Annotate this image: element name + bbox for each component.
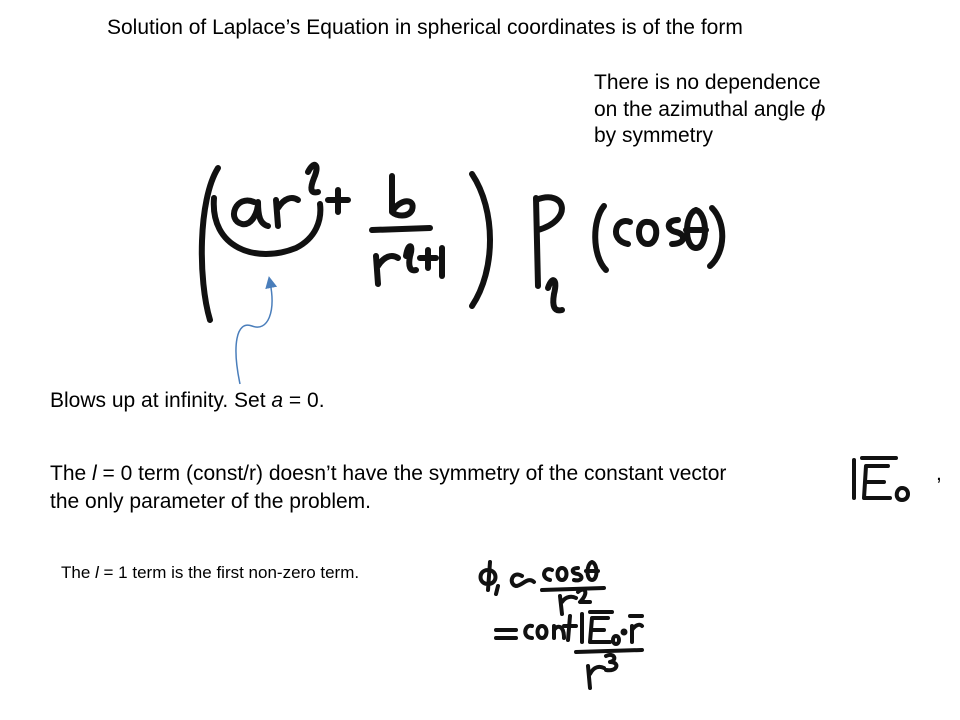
l0-pre: The <box>50 462 93 485</box>
blows-pre: Blows up at infinity. Set <box>50 389 272 412</box>
l1-var: l <box>95 563 99 582</box>
l0-comma: , <box>936 462 942 485</box>
blows-post: = 0. <box>283 389 325 412</box>
l0-statement-line1 <box>50 462 726 486</box>
l0-var: l <box>92 462 97 485</box>
handwritten-e0-vector <box>848 454 918 506</box>
phi-symbol: ϕ <box>811 97 826 121</box>
l0-statement-line2: the only parameter of the problem. <box>50 490 372 513</box>
blows-var: a <box>271 389 284 412</box>
l1-post: = 1 term is the first non-zero term. <box>98 563 360 582</box>
l1-statement <box>61 563 359 583</box>
handwritten-dipole-formula <box>476 556 646 706</box>
symmetry-note <box>594 70 834 149</box>
blows-up-statement <box>50 389 325 413</box>
symmetry-note-pre: There is no dependence on the azimuthal angle <box>594 71 821 121</box>
symmetry-note-post: by symmetry <box>594 124 714 147</box>
l1-pre: The <box>61 563 96 582</box>
slide-title: Solution of Laplace’s Equation in spherical coordinates is of the form <box>107 16 743 39</box>
pointer-arrow <box>232 276 282 386</box>
l0-post: = 0 term (const/r) doesn’t have the symmetry of the constant vector <box>96 462 727 485</box>
